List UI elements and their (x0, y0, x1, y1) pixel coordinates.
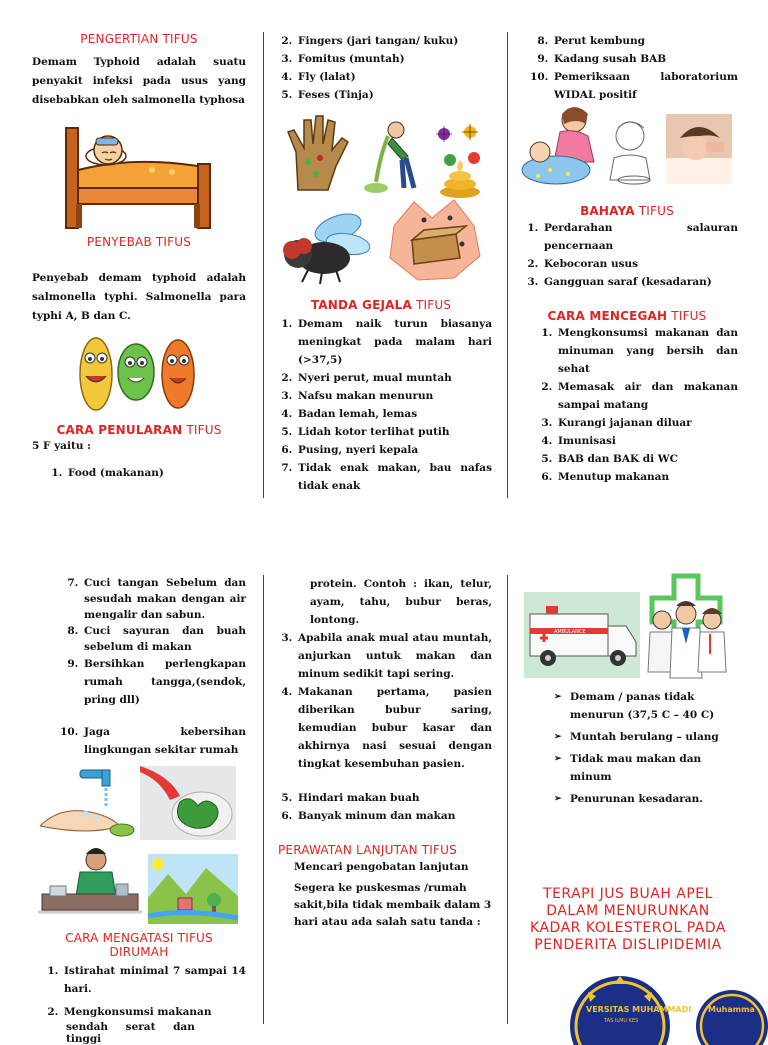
list-item: 3. Gangguan saraf (kesadaran) (542, 273, 738, 291)
perawatan-text-2: Segera ke puskesmas /rumah sakit,bila tidak membaik dalam 3 hari atau ada salah satu tanda : (294, 882, 492, 928)
university-logo (570, 972, 692, 1024)
cut-off-text: sendah serat dan tinggi (66, 1021, 195, 1045)
list-item: 1. Demam naik turun biasanya meningkat pada malam hari (>37,5) (296, 315, 492, 369)
list-item: 4. Makanan pertama, pasien diberikan bubur saring, kemudian bubur kasar dan akhirnya nasi sesuai dengan tingkat kesembuhan pasien. (296, 683, 492, 773)
ambulance-label: AMBULANCE (554, 629, 586, 635)
page2-column1-top (44, 575, 246, 759)
list-item: 3. Apabila anak mual atau muntah, anjurkan untuk makan dan minum sedikit tapi sering. (296, 629, 492, 683)
list-item: 1. Perdarahan salauran pencernaan (542, 219, 738, 255)
food-with-flies-illustration (384, 196, 484, 282)
university-logo-small (696, 986, 768, 1024)
list-item: 3. Nafsu makan menurun (296, 387, 492, 405)
feces-illustration (438, 158, 482, 198)
list-item: 5. Hindari makan buah (296, 789, 492, 807)
list-item: 5. Lidah kotor terlihat putih (296, 423, 492, 441)
list-item: ➢ Muntah berulang – ulang (554, 728, 738, 746)
list-item: 2. Fingers (jari tangan/ kuku) (296, 32, 492, 50)
list-item: 5. BAB dan BAK di WC (556, 450, 738, 468)
heading-pengertian: PENGERTIAN TIFUS (80, 32, 198, 46)
penyebab-text: Penyebab demam typhoid adalah salmonella typhi. Salmonella para typhi A, B dan C. (32, 272, 246, 322)
page2-column1-bottom (32, 931, 246, 1045)
medical-team-illustration (640, 574, 732, 686)
page1-column2-bottom (270, 298, 492, 495)
hand-germs-illustration (278, 112, 354, 192)
perawatan-text-1: Mencari pengobatan lanjutan (294, 861, 469, 873)
heading-mencegah: CARA MENCEGAH TIFUS (547, 309, 707, 323)
logo-text: VERSITAS MUHAMMADI (586, 1005, 692, 1014)
list-item: 5. Feses (Tinja) (296, 86, 492, 104)
list-item: 1. Mengkonsumsi makanan dan minuman yang bersih dan sehat (556, 324, 738, 378)
logo-text: TAS ILMU KES (604, 1018, 639, 1024)
list-item: 3. Kurangi jajanan diluar (556, 414, 738, 432)
list-item: 6. Banyak minum dan makan (296, 807, 492, 825)
washing-vegetables-illustration (140, 766, 236, 840)
list-item: 10. Pemeriksaan laboratorium WIDAL positif (552, 68, 738, 104)
list-item: 8. Perut kembung (552, 32, 738, 50)
sick-person-sketch (604, 114, 664, 186)
list-item: 3. Fomitus (muntah) (296, 50, 492, 68)
list-item: ➢ Penurunan kesadaran. (554, 790, 738, 808)
heading-penularan: CARA PENULARAN TIFUS (56, 423, 222, 437)
list-item: ➢ Demam / panas tidak menurun (37,5 C – 40 C) (554, 688, 738, 724)
page1-column3-top (516, 32, 738, 104)
heading-tanda-gejala: TANDA GEJALA TIFUS (310, 298, 452, 312)
hand-washing-illustration (36, 768, 136, 840)
sick-child-mother-illustration (520, 104, 604, 190)
fly-illustration (278, 206, 378, 284)
cont-text: protein. Contoh : ikan, telur, ayam, tahu, bubur beras, lontong. (310, 578, 492, 626)
list-item: 8. Cuci sayuran dan buah sebelum di makan (82, 623, 246, 655)
list-item: 4. Badan lemah, lemas (296, 405, 492, 423)
list-item: 7. Cuci tangan Sebelum dan sesudah makan dengan air mengalir dan sabun. (82, 575, 246, 623)
page1-column1-bottom (32, 423, 246, 482)
list-item: 6. Menutup makanan (556, 468, 738, 486)
man-cleaning-illustration (38, 846, 142, 922)
bacteria-illustration (72, 322, 202, 418)
sick-child-bed-illustration (62, 126, 214, 232)
list-item: 1. Istirahat minimal 7 sampai 14 hari. (62, 962, 246, 998)
page2-column2 (270, 575, 492, 931)
list-item: 1. Food (makanan) (66, 464, 246, 482)
page1-column1 (32, 32, 246, 110)
logo-text: Muhamma (708, 1005, 755, 1014)
list-item: 9. Bersihkan perlengkapan rumah tangga,(sendok, pring dll) (82, 655, 246, 709)
f-intro: 5 F yaitu : (32, 440, 91, 452)
list-item: 2. Memasak air dan makanan sampai matang (556, 378, 738, 414)
heading-bahaya: BAHAYA TIFUS (580, 204, 674, 218)
column-divider (507, 575, 508, 1024)
list-item: 2. Nyeri perut, mual muntah (296, 369, 492, 387)
list-item: 4. Fly (lalat) (296, 68, 492, 86)
heading-perawatan: PERAWATAN LANJUTAN TIFUS (278, 843, 457, 857)
list-item: 6. Pusing, nyeri kepala (296, 441, 492, 459)
clean-environment-illustration (148, 854, 238, 924)
sick-woman-photo (666, 114, 732, 184)
heading-mengatasi: CARA MENGATASI TIFUS DIRUMAH (65, 931, 213, 959)
pengertian-text: Demam Typhoid adalah suatu penyakit infeksi pada usus yang disebabkan oleh salmonella typhosa (32, 56, 246, 106)
vomiting-man-illustration (362, 118, 424, 196)
page2-column3-list (554, 688, 738, 812)
column-divider (507, 32, 508, 498)
ambulance-illustration (524, 592, 640, 678)
page1-column3-bottom (516, 204, 738, 486)
list-item: 2. Kebocoran usus (542, 255, 738, 273)
page1-column2-top (270, 32, 492, 104)
list-item: 9. Kadang susah BAB (552, 50, 738, 68)
list-item: 4. Imunisasi (556, 432, 738, 450)
list-item: 10. Jaga kebersihan lingkungan sekitar rumah (82, 723, 246, 759)
list-item: 2. Mengkonsumsi makanan (62, 1003, 246, 1021)
page1-column1-lower (32, 235, 246, 326)
column-divider (263, 32, 264, 498)
list-item: ➢ Tidak mau makan dan minum (554, 750, 738, 786)
cover-title: TERAPI JUS BUAH APEL DALAM MENURUNKAN KADAR KOLESTEROL PADA PENDERITA DISLIPIDEMIA (530, 886, 726, 953)
column-divider (263, 575, 264, 1024)
list-item: 7. Tidak enak makan, bau nafas tidak enak (296, 459, 492, 495)
cover-title-block (530, 886, 726, 954)
heading-penyebab: PENYEBAB TIFUS (86, 235, 192, 249)
